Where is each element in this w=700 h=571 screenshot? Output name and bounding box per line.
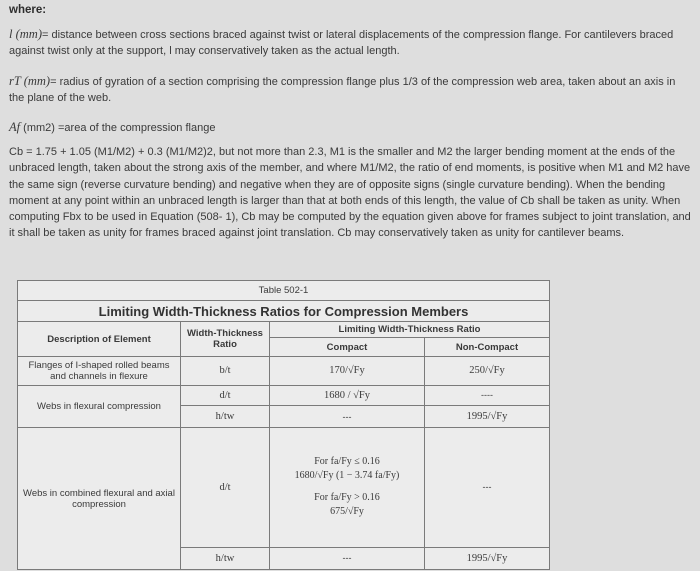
row-webs-flexural-compact-2: --- [270, 405, 425, 427]
definition-l [9, 26, 689, 60]
row-webs-flexural-compact-1: 1680 / √Fy [270, 385, 425, 405]
row-webs-flexural-noncompact-1: ---- [425, 385, 550, 405]
row-webs-combined-compact-2: --- [270, 547, 425, 569]
formula-1-expression: 1680/√Fy (1 − 3.74 fa/Fy) [294, 470, 400, 482]
table-caption: Table 502-1 [18, 281, 550, 301]
definition-cb: Cb = 1.75 + 1.05 (M1/M2) + 0.3 (M1/M2)2, but not more than 2.3, M1 is the smaller and M2 the larger bending moment at the ends of the unbraced length, taken about the strong axis of the member, and where M1/M2, the ratio of end moments, is positive when M1 and M2 have the same sign (reverse curvature bending) and negative when they are of opposite signs (single curvature bending). When the bending moment at any point within an unbraced length is larger than that at both ends of this length, the value of Cb shall be taken as unity. When computing Fbx to be used in Equation (508- 1), Cb may be computed by the equation given above for frames subject to joint translation, and it shall be taken as unity for frames braced against joint translation. Cb may conservatively taken as unity for cantilever beams. [9, 146, 691, 240]
row-webs-combined-ratio-1: d/t [181, 428, 270, 548]
af-text: (mm2) =area of the compression flange [20, 122, 216, 134]
row-webs-combined-noncompact-1: --- [425, 428, 550, 548]
header-noncompact: Non-Compact [425, 338, 550, 357]
row-webs-flexural-description: Webs in flexural compression [18, 385, 181, 427]
row-webs-combined-noncompact-2: 1995/√Fy [425, 547, 550, 569]
definition-rt [9, 73, 689, 107]
rt-symbol: rT (mm) [9, 74, 51, 88]
formula-2-condition: For fa/Fy > 0.16 [314, 492, 380, 504]
row-webs-combined-formulas [270, 428, 425, 548]
formula-1-condition: For fa/Fy ≤ 0.16 [314, 456, 380, 468]
row-flanges-ratio: b/t [181, 357, 270, 386]
row-flanges-compact: 170/√Fy [270, 357, 425, 386]
where-label: where: [9, 4, 47, 16]
l-symbol: l (mm) [9, 27, 42, 41]
table-row [18, 357, 550, 386]
header-description: Description of Element [18, 322, 181, 357]
table-title: Limiting Width-Thickness Ratios for Compression Members [18, 301, 550, 322]
row-webs-flexural-ratio-1: d/t [181, 385, 270, 405]
definition-af [9, 119, 689, 136]
rt-text: = radius of gyration of a section comprising the compression flange plus 1/3 of the compression web area, taken about an axis in the plane of the web. [9, 76, 676, 105]
row-flanges-description: Flanges of I-shaped rolled beams and channels in flexure [18, 357, 181, 386]
table-row [18, 428, 550, 548]
table-502-1 [17, 280, 550, 570]
header-width-thickness: Width-Thickness Ratio [181, 322, 270, 357]
header-limiting: Limiting Width-Thickness Ratio [270, 322, 550, 338]
row-webs-flexural-ratio-2: h/tw [181, 405, 270, 427]
row-flanges-noncompact: 250/√Fy [425, 357, 550, 386]
table-row [18, 385, 550, 405]
l-text: = distance between cross sections braced against twist or lateral displacements of the compression flange. For cantilevers braced against twist only at the support, l may conservatively taken as the actual length. [9, 29, 674, 58]
row-webs-combined-description: Webs in combined flexural and axial compression [18, 428, 181, 570]
formula-2-expression: 675/√Fy [330, 506, 364, 518]
row-webs-flexural-noncompact-2: 1995/√Fy [425, 405, 550, 427]
row-webs-combined-ratio-2: h/tw [181, 547, 270, 569]
af-symbol: Af [9, 120, 21, 134]
header-compact: Compact [270, 338, 425, 357]
